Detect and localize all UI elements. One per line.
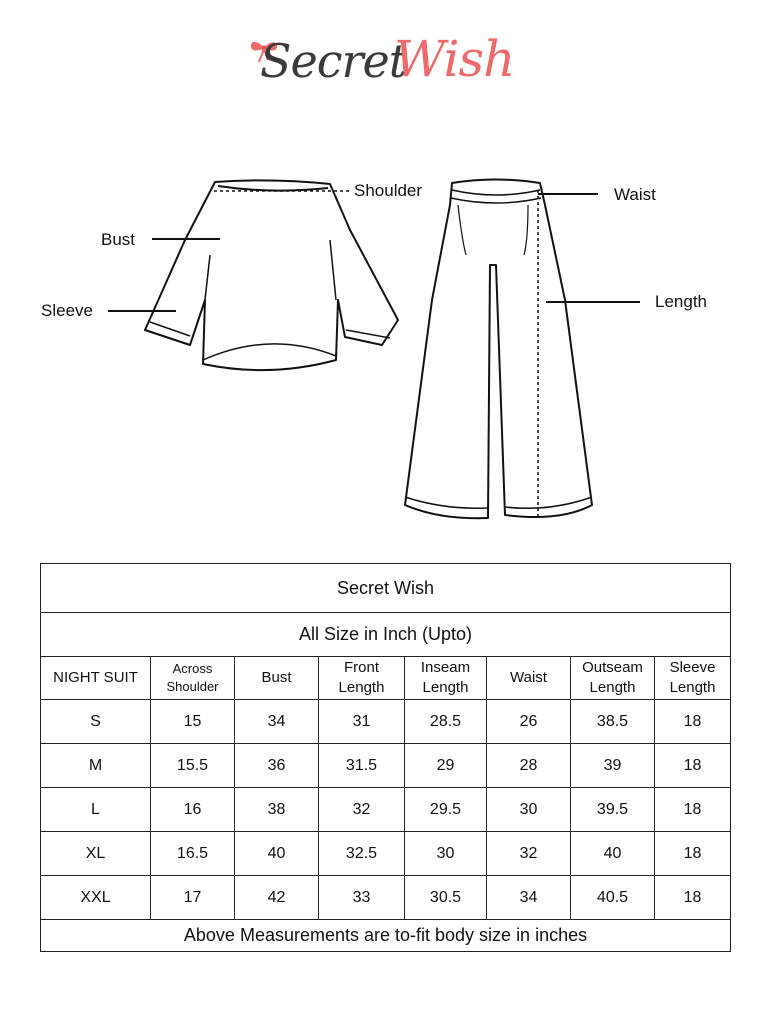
label-waist: Waist: [614, 185, 656, 204]
value-cell: 18: [655, 832, 731, 876]
value-cell: 34: [487, 876, 571, 920]
value-cell: 29: [405, 744, 487, 788]
value-cell: 40: [571, 832, 655, 876]
table-row: [41, 788, 731, 832]
header-waist: Waist: [487, 657, 571, 700]
size-cell: S: [41, 700, 151, 744]
value-cell: 40: [235, 832, 319, 876]
pants-outline: [405, 180, 592, 519]
value-cell: 31.5: [319, 744, 405, 788]
value-cell: 18: [655, 876, 731, 920]
value-cell: 42: [235, 876, 319, 920]
size-cell: XXL: [41, 876, 151, 920]
table-row: [41, 744, 731, 788]
value-cell: 26: [487, 700, 571, 744]
table-row: [41, 700, 731, 744]
header-sleeve-length: Sleeve Length: [655, 657, 731, 700]
table-row: [41, 832, 731, 876]
label-sleeve: Sleeve: [41, 301, 93, 320]
label-shoulder: Shoulder: [354, 181, 423, 200]
size-cell: M: [41, 744, 151, 788]
label-length: Length: [655, 292, 707, 311]
value-cell: 18: [655, 788, 731, 832]
value-cell: 32.5: [319, 832, 405, 876]
garment-diagram: [0, 150, 768, 530]
size-cell: L: [41, 788, 151, 832]
brand-name-secret: Secret: [260, 34, 407, 88]
value-cell: 38.5: [571, 700, 655, 744]
value-cell: 18: [655, 700, 731, 744]
value-cell: 30.5: [405, 876, 487, 920]
value-cell: 28: [487, 744, 571, 788]
value-cell: 36: [235, 744, 319, 788]
value-cell: 30: [405, 832, 487, 876]
table-title: Secret Wish: [41, 564, 731, 613]
table-subtitle: All Size in Inch (Upto): [41, 613, 731, 657]
value-cell: 33: [319, 876, 405, 920]
label-bust: Bust: [101, 230, 136, 249]
value-cell: 38: [235, 788, 319, 832]
value-cell: 16.5: [151, 832, 235, 876]
size-cell: XL: [41, 832, 151, 876]
header-night-suit: NIGHT SUIT: [41, 657, 151, 700]
table-footer-note: Above Measurements are to-fit body size in inches: [41, 920, 731, 952]
value-cell: 31: [319, 700, 405, 744]
value-cell: 29.5: [405, 788, 487, 832]
value-cell: 17: [151, 876, 235, 920]
header-outseam-length: Outseam Length: [571, 657, 655, 700]
value-cell: 40.5: [571, 876, 655, 920]
value-cell: 28.5: [405, 700, 487, 744]
value-cell: 30: [487, 788, 571, 832]
shirt-outline: [145, 180, 398, 370]
header-bust: Bust: [235, 657, 319, 700]
value-cell: 32: [319, 788, 405, 832]
brand-logo: [248, 30, 528, 110]
value-cell: 18: [655, 744, 731, 788]
table-row: [41, 876, 731, 920]
value-cell: 16: [151, 788, 235, 832]
value-cell: 15: [151, 700, 235, 744]
value-cell: 39.5: [571, 788, 655, 832]
header-inseam-length: Inseam Length: [405, 657, 487, 700]
value-cell: 32: [487, 832, 571, 876]
size-chart-table: [40, 563, 731, 952]
value-cell: 15.5: [151, 744, 235, 788]
value-cell: 34: [235, 700, 319, 744]
value-cell: 39: [571, 744, 655, 788]
header-front-length: Front Length: [319, 657, 405, 700]
brand-name-wish: Wish: [394, 30, 515, 88]
table-header-row: [41, 657, 731, 700]
header-across-shoulder: Across Shoulder: [151, 657, 235, 700]
